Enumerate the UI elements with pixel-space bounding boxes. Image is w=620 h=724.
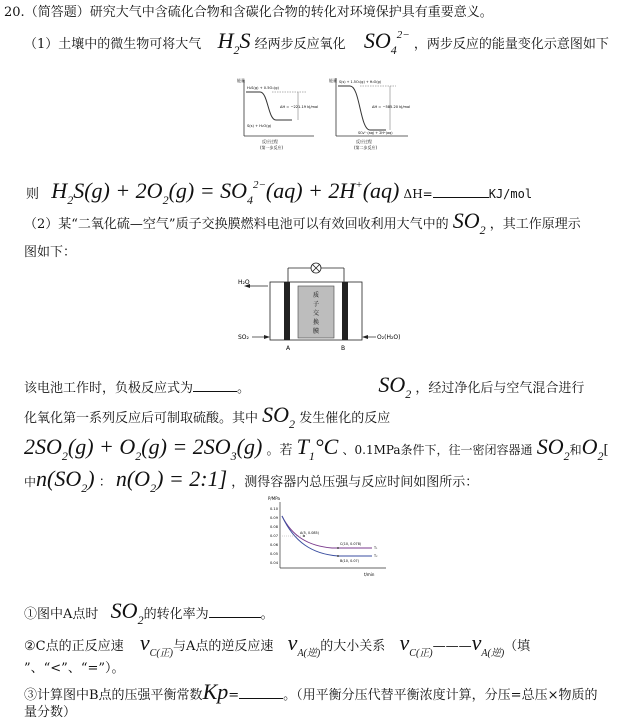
thermo-equation: $H_2S(g) + 2O_2(g) = SO_4^{2-}(aq) + 2H^+(aq)$	[51, 178, 400, 207]
conversion-rate-blank[interactable]	[209, 617, 261, 618]
question-header	[4, 4, 493, 22]
eq1-dh-label: ΔH=	[403, 187, 433, 201]
rate-va-reverse-2: $v_{A(逆)}$	[471, 630, 505, 659]
dh-answer-blank[interactable]	[433, 197, 489, 198]
svg-text:0.09: 0.09	[270, 516, 279, 520]
formula-so2: $SO_2$	[536, 434, 570, 463]
part2-line	[24, 206, 581, 236]
point-a-label: A(5, 0.085)	[300, 531, 319, 535]
step1-y-axis: 能量	[237, 78, 245, 83]
kp-symbol: Kp	[202, 679, 229, 704]
eq1-unit: KJ/mol	[488, 187, 533, 201]
rate-vc-forward: $v_{C(正)}$	[139, 630, 173, 659]
part3-pre: 该电池工作时，负极反应式为	[24, 381, 194, 396]
rate-va-reverse: $v_{A(逆)}$	[287, 630, 321, 659]
eq2-line: $2SO_2(g) + O_2(g) = 2SO_3(g)$ 。若 $T_1^\circ C$ 、0.1MPa条件下，往一密闭容器通 $SO_2$和$O_2$[	[24, 434, 609, 463]
part3-post: ，经过净化后与空气混合进行	[415, 381, 585, 396]
ratio-n-o2: $n(O_2)$ = 2:1]	[115, 466, 228, 495]
formula-so2: $SO_2$	[378, 372, 412, 401]
formula-so4: $SO_4^{2-}$	[363, 28, 410, 57]
svg-text:0.04: 0.04	[270, 561, 279, 565]
subq3-line2: 量分数）	[24, 705, 77, 720]
part1-post: ，两步反应的能量变化示意图如下	[413, 37, 609, 52]
formula-o2: $O_2$	[581, 434, 604, 463]
subq1-line: ①图中A点时 $SO_2$的转化率为 。	[24, 598, 274, 627]
step2-top-label: S(s) + 1.5O₂(g) + H₂O(g)	[339, 80, 382, 84]
relation-blank[interactable]: ———	[432, 639, 472, 654]
eq1-ze: 则	[26, 187, 40, 202]
step2-caption: (第二步反应)	[354, 145, 378, 150]
label-h2o: H₂O	[238, 279, 250, 286]
question-header-text: （简答题）研究大气中含硫化合物和含碳化合物的转化对环境保护具有重要意义。	[24, 5, 493, 20]
step1-caption: (第一步反应)	[260, 145, 284, 150]
step1-top-label: H₂S(g) + 0.5O₂(g)	[247, 86, 279, 90]
part4-post: 发生催化的反应	[299, 411, 391, 426]
formula-so2: $SO_2$	[262, 402, 296, 431]
subq2-line2: ”、“<”、“=”）。	[24, 661, 125, 676]
energy-diagram-step2	[329, 77, 410, 150]
equilibrium-equation: $2SO_2(g) + O_2(g) = 2SO_3(g)$	[24, 434, 263, 463]
svg-text:0.06: 0.06	[270, 543, 279, 547]
svg-text:0.07: 0.07	[270, 534, 279, 538]
part2-pre: （2）某“二氧化硫—空气”质子交换膜燃料电池可以有效回收利用大气中的	[24, 217, 449, 232]
lamp-icon	[311, 263, 321, 273]
formula-h2s: $H_2S$	[217, 28, 251, 57]
step2-bottom-label: SO₄²⁻(aq) + 2H⁺(aq)	[358, 131, 393, 135]
eq3-line: 中$n(SO_2)$ ： $n(O_2)$ = 2:1] ，测得容器内总压强与反应时间如图所示：	[24, 466, 479, 495]
svg-text:质: 质	[312, 292, 320, 299]
step2-y-axis: 能量	[329, 78, 337, 83]
point-c	[337, 547, 339, 549]
step2-dh: ΔH = −585.20 kJ/mol	[372, 105, 411, 109]
part2-line2: 图如下：	[24, 245, 77, 260]
chart-x-axis-label: t/min	[364, 572, 375, 577]
rate-vc-forward-2: $v_{C(正)}$	[399, 630, 433, 659]
ratio-n-so2: $n(SO_2)$	[36, 466, 95, 495]
point-c-label: C(10, 0.078)	[340, 542, 362, 546]
step1-dh: ΔH = −221.19 kJ/mol	[280, 105, 319, 109]
energy-diagram-step1	[237, 77, 318, 150]
curve-t2	[282, 516, 372, 556]
pressure-time-chart	[254, 494, 394, 578]
question-number: 20.	[4, 5, 25, 20]
curve-t1-label: T₁	[374, 546, 378, 550]
subq3-line: ③计算图中B点的压强平衡常数Kp= 。（用平衡分压代替平衡浓度计算，分压=总压×物质的	[24, 679, 598, 704]
part4-line	[24, 400, 390, 430]
fuel-cell-diagram	[234, 258, 404, 356]
svg-text:子: 子	[312, 301, 320, 308]
chart-y-ticks	[270, 507, 279, 565]
electrode-b	[342, 282, 348, 340]
part1-mid: 经两步反应氧化	[254, 37, 346, 52]
part3-line: 该电池工作时，负极反应式为 。 $SO_2$ ，经过净化后与空气混合进行	[24, 372, 585, 401]
electrode-a	[284, 282, 290, 340]
svg-text:膜: 膜	[312, 328, 320, 335]
step1-bottom-label: S(s) + H₂O(g)	[247, 124, 272, 128]
curve-t2-label: T₂	[374, 554, 378, 558]
label-so2: SO₂	[238, 334, 249, 341]
step1-x-label: 反应过程	[262, 139, 278, 144]
formula-so2: $SO_2$	[452, 208, 486, 237]
negative-electrode-blank[interactable]	[193, 391, 237, 392]
label-a: A	[286, 345, 291, 352]
svg-text:换: 换	[312, 319, 320, 326]
kp-answer-blank[interactable]	[239, 698, 283, 699]
label-b: B	[341, 345, 346, 352]
svg-text:0.10: 0.10	[270, 507, 279, 511]
part1-line	[24, 26, 609, 56]
part1-pre: （1）土壤中的微生物可将大气	[24, 37, 202, 52]
svg-text:交: 交	[312, 310, 320, 317]
label-o2: O₂(H₂O)	[377, 334, 401, 341]
svg-text:0.05: 0.05	[270, 552, 279, 556]
svg-text:0.08: 0.08	[270, 525, 279, 529]
point-b-label: B(10, 0.07)	[340, 559, 359, 563]
temperature-t1: $T_1^\circ C$	[296, 434, 339, 463]
point-b	[337, 555, 339, 557]
subq2-line: ②C点的正反应速 $v_{C(正)}$与A点的逆反应速 $v_{A(逆)}$的大小关系 $v_{C(正)}———v_{A(逆)}$（填	[24, 630, 531, 659]
thermo-equation-line	[26, 176, 532, 206]
part4-pre: 化氧化第一系列反应后可制取硫酸。其中	[24, 411, 259, 426]
part2-post: ，其工作原理示	[489, 217, 581, 232]
formula-so2: $SO_2$	[110, 598, 144, 627]
point-a	[303, 535, 305, 537]
step2-x-label: 反应过程	[356, 139, 372, 144]
energy-diagrams	[236, 74, 412, 158]
chart-y-axis-label: P/MPa	[268, 496, 280, 501]
